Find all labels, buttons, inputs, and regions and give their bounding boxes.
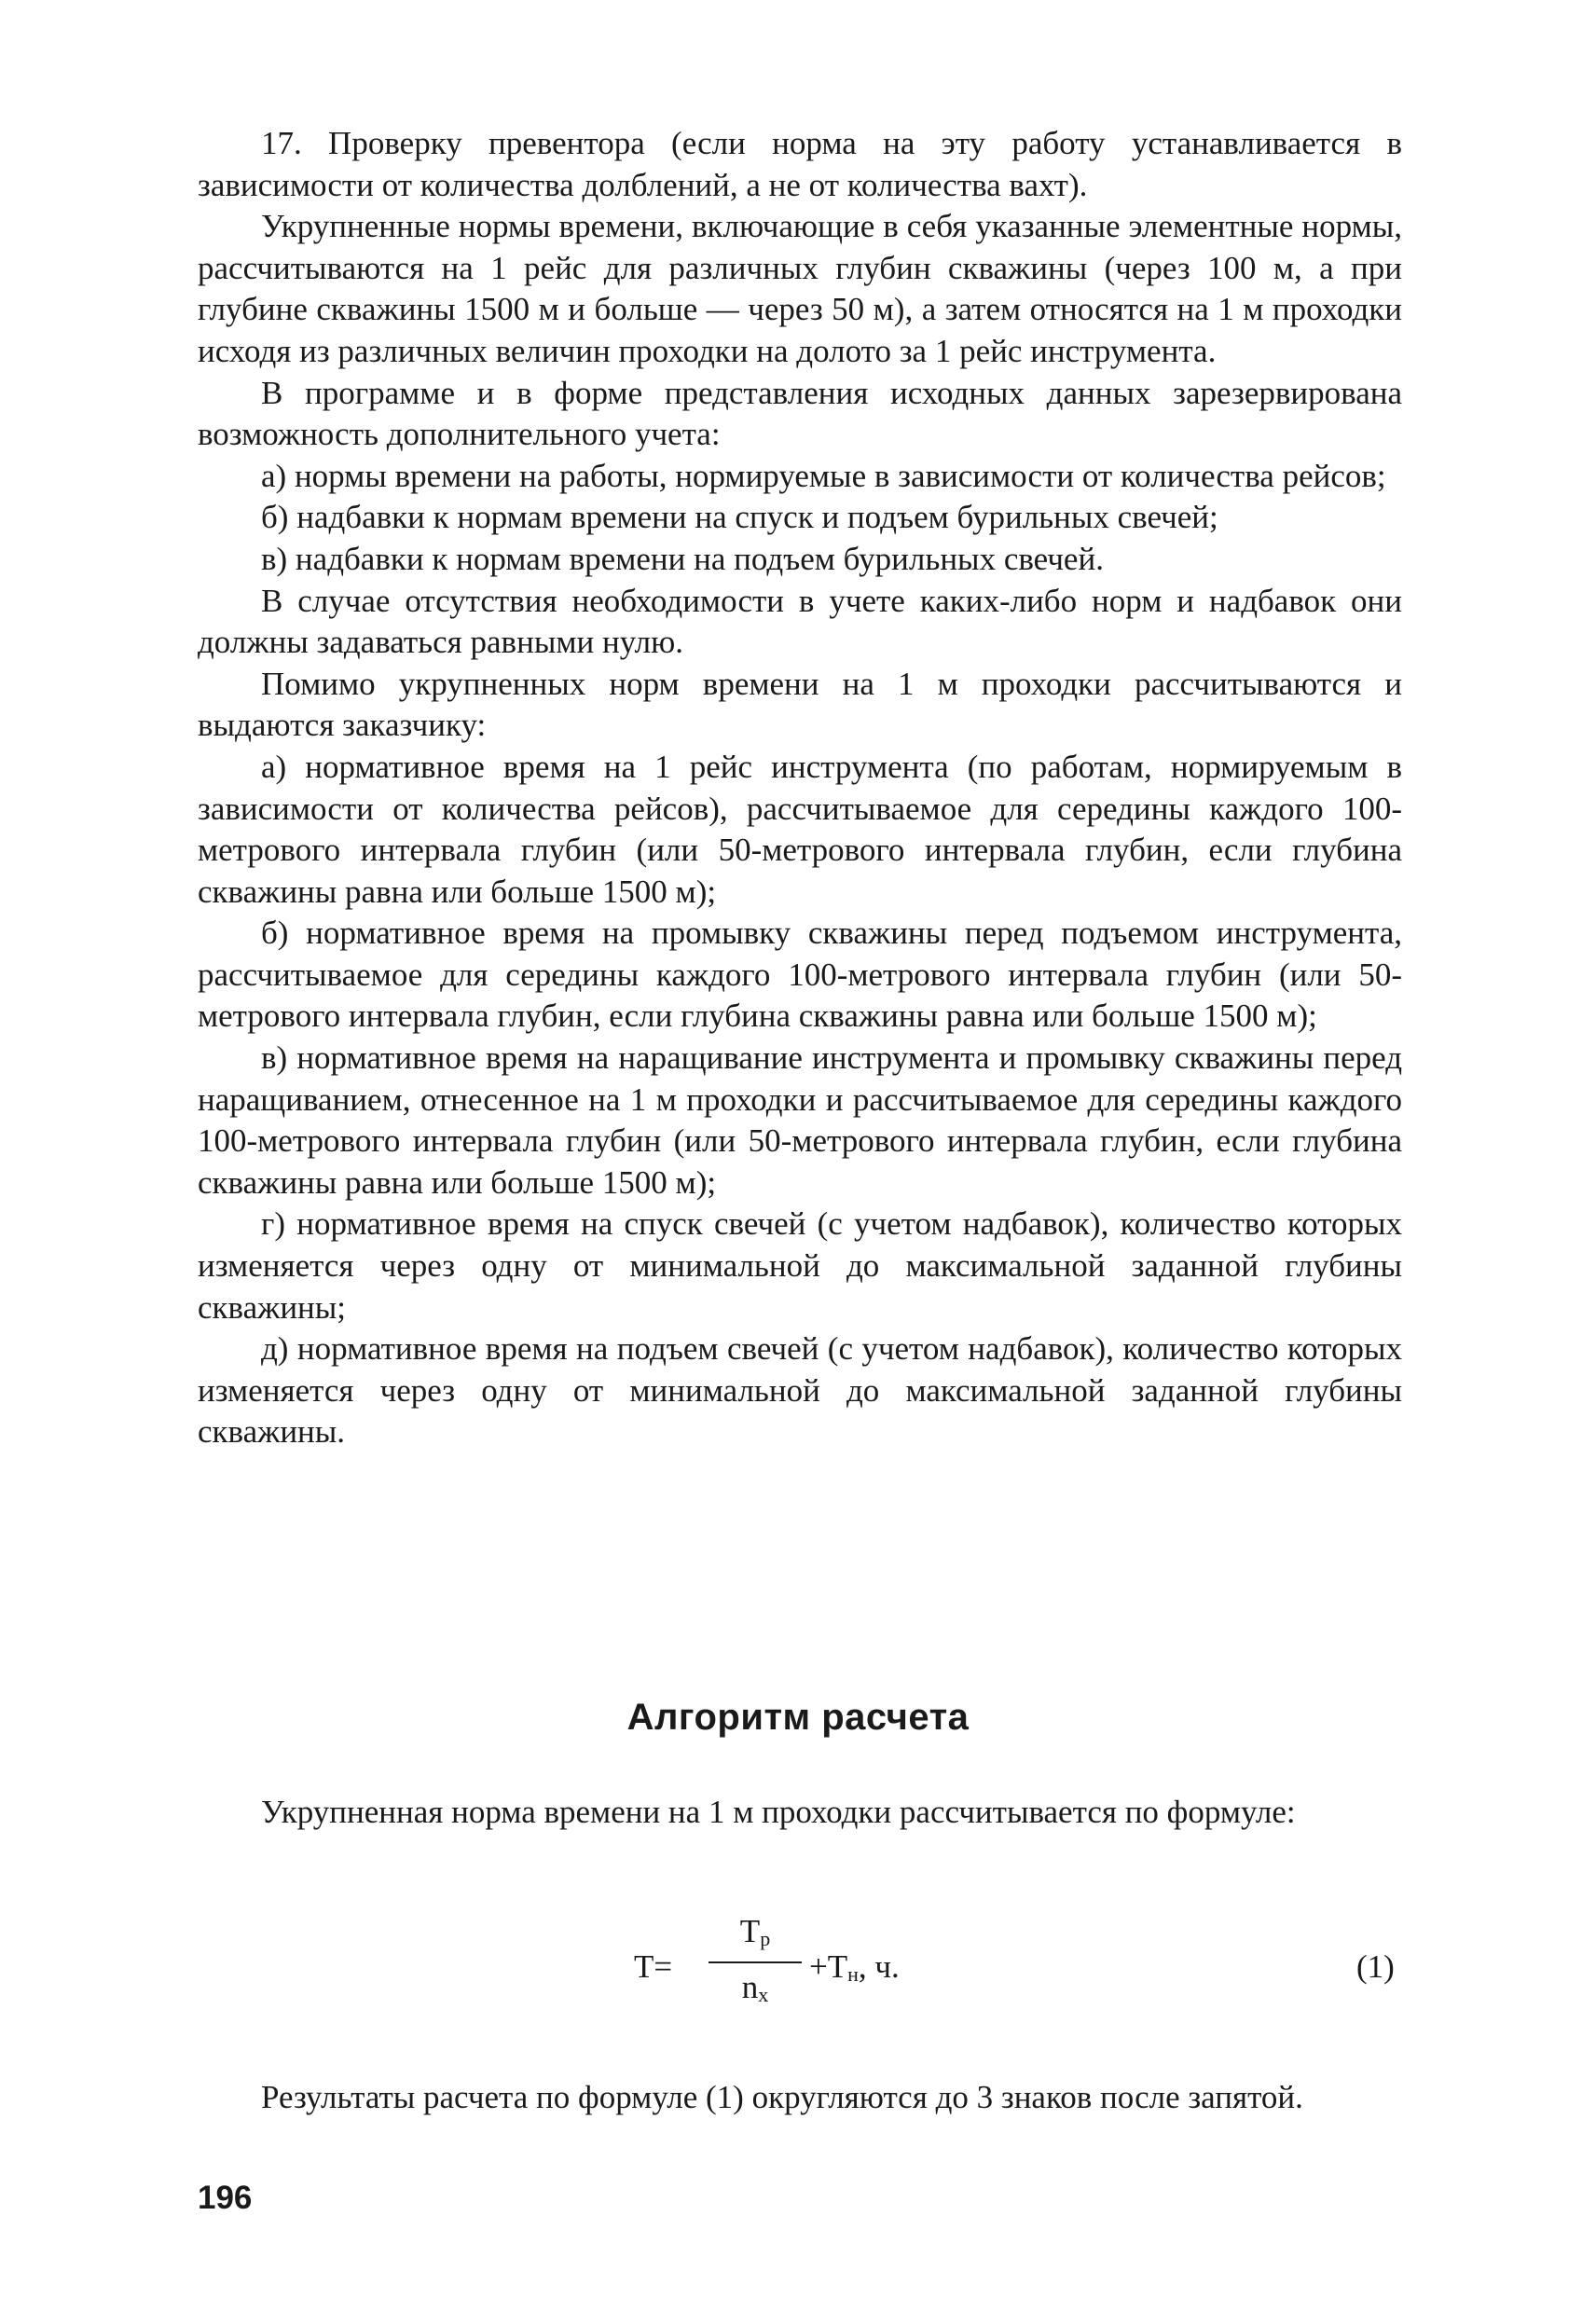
formula-unit: , ч. — [858, 1948, 900, 1985]
list-item-a1: а) нормы времени на работы, нормируемые в зависимости от количества рейсов; — [261, 457, 1386, 494]
formula-number: (1) — [1356, 1948, 1395, 1985]
list-item-b2: б) нормативное время на промывку скважины перед подъемом инструмента, рассчитываемое для середины каждого 100-метрового интервала глубин (или 50-метрового интервала глубин, если глубина скважины равна или больше 1500 м); — [198, 915, 1402, 1035]
body-text — [198, 123, 1402, 1453]
formula-plus-term: +T — [809, 1948, 848, 1985]
page-number: 196 — [198, 2180, 253, 2216]
list-item-v2: в) нормативное время на наращивание инструмента и промывку скважины перед наращиванием, отнесенное на 1 м проходки и рассчитываемое для середины каждого 100-метрового интервала глубин (или 50-метрового интервала глубин, если глубина скважины равна или больше 1500 м); — [198, 1039, 1402, 1201]
paragraph-enlarged-norms: Укрупненные нормы времени, включающие в себя указанные элементные нормы, рассчитываются на 1 рейс для различных глубин скважины (через 100 м, а при глубине скважины 1500 м и больше — через 50 м), а затем относятся на 1 м проходки исходя из различных величин проходки на долото за 1 рейс инструмента. — [198, 208, 1402, 369]
section-title: Алгоритм расчета — [626, 1697, 970, 1738]
algorithm-intro: Укрупненная норма времени на 1 м проходки рассчитывается по формуле: — [261, 1794, 1296, 1830]
numerator-subscript: р — [760, 1927, 771, 1950]
formula — [0, 1913, 1596, 2016]
formula-denominator — [709, 1969, 802, 2014]
paragraph-item-17: 17. Проверку превентора (если норма на эту работу устанавливается в зависимости от количества долблений, а не от количества вахт). — [198, 125, 1402, 203]
formula-numerator — [709, 1913, 802, 1958]
paragraph-zero-values: В случае отсутствия необходимости в учете каких-либо норм и надбавок они должны задаваться равными нулю. — [198, 582, 1402, 661]
fraction-bar — [709, 1961, 802, 1963]
paragraph-customer-output: Помимо укрупненных норм времени на 1 м проходки рассчитываются и выдаются заказчику: — [198, 665, 1402, 744]
formula-rest — [809, 1948, 900, 1987]
list-item-a2: а) нормативное время на 1 рейс инструмента (по работам, нормируемым в зависимости от количества рейсов), рассчитываемое для середины каждого 100-метрового интервала глубин (или 50-метрового интервала глубин, если глубина скважины равна или больше 1500 м); — [198, 748, 1402, 910]
formula-fraction — [709, 1913, 802, 2014]
list-item-d2: д) нормативное время на подъем свечей (с учетом надбавок), количество которых изменяется через одну от минимальной до максимальной заданной глубины скважины. — [198, 1330, 1402, 1451]
list-item-b1: б) надбавки к нормам времени на спуск и подъем бурильных свечей; — [261, 499, 1218, 536]
result-text: Результаты расчета по формуле (1) округляются до 3 знаков после запятой. — [261, 2079, 1303, 2115]
plus-subscript: н — [847, 1962, 859, 1986]
formula-lhs: T= — [634, 1948, 673, 1985]
paragraph-program-reserve: В программе и в форме представления исходных данных зарезервирована возможность дополнительного учета: — [198, 374, 1402, 453]
list-item-v1: в) надбавки к нормам времени на подъем бурильных свечей. — [261, 540, 1104, 577]
denominator-subscript: x — [758, 1983, 769, 2006]
denominator-symbol: n — [741, 1969, 759, 2005]
list-item-g2: г) нормативное время на спуск свечей (с учетом надбавок), количество которых изменяется через одну от минимальной до максимальной заданной глубины скважины; — [198, 1205, 1402, 1326]
numerator-symbol: T — [739, 1913, 761, 1949]
